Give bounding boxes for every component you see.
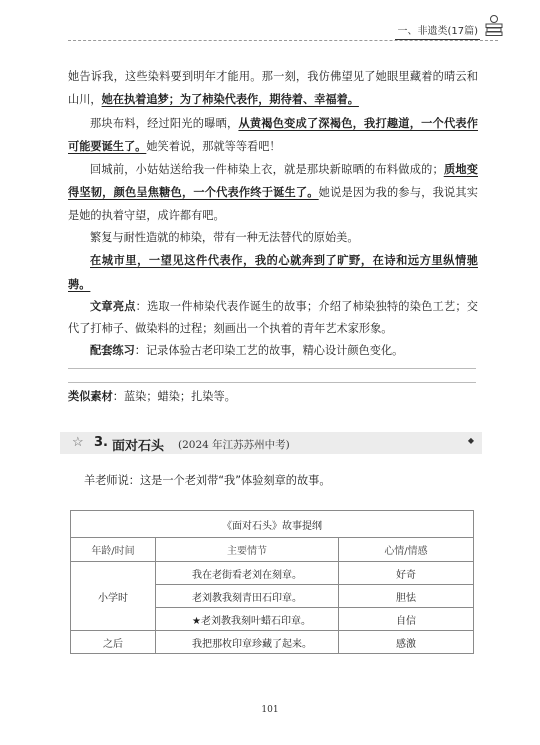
p2-tail: 她笑着说，那就等等看吧！ [146,139,281,153]
header-age: 年龄/时间 [71,538,156,562]
exercise-label: 配套练习 [90,344,135,357]
essay-paragraph-3 [68,158,478,227]
p2-text: 那块布料，经过阳光的曝晒， [90,116,239,130]
essay-paragraph-2 [68,112,478,159]
section-source: (2024 年江苏苏州中考) [178,439,290,451]
feeling-cell: 感激 [339,631,474,654]
bullet-dot-icon: ◆ [467,436,474,445]
feeling-cell: 自信 [339,608,474,631]
section-title-band [60,432,482,454]
p3-emphasis: 质地变得坚韧，颜色呈焦糖色，一个代表作终于诞生了。 [68,162,478,200]
story-outline-table [70,510,474,654]
feeling-cell: 好奇 [339,562,474,585]
group-label-primary: 小学时 [71,562,156,631]
essay-body [68,66,478,296]
highlights-text: ：选取一件柿染代表作诞生的故事；介绍了柿染独特的染色工艺；交代了打柿子、做染料的过程；刻画出一个执着的青年艺术家形象。 [68,300,478,335]
page-number: 101 [261,705,279,715]
p1-emphasis: 她在执着追梦；为了柿染代表作，期待着、幸福着。 [101,92,359,107]
essay-paragraph-1 [68,66,478,112]
table-caption: 《面对石头》故事提纲 [71,511,474,538]
p3-text: 回城前，小姑姑送给我一件柿染上衣，就是那块新晾晒的布料做成的； [90,163,444,177]
section-intro: 羊老师说：这是一个老刘带“我”体验刻章的故事。 [84,474,331,487]
highlights-label: 文章亮点 [90,300,136,313]
similar-materials [68,388,236,404]
header-plot: 主要情节 [156,538,339,562]
group-label-later: 之后 [71,631,156,654]
p2-emphasis: 从黄褐色变成了深褐色，我打趣道，一个代表作可能要诞生了。 [68,115,478,153]
header-divider [68,40,498,41]
highlights-paragraph [68,296,478,340]
exercise-paragraph [68,340,478,362]
exercise-text: ：记录体验古老印染工艺的故事，精心设计颜色变化。 [134,344,404,357]
star-outline-icon: ☆ [72,435,84,450]
plot-cell: ★老刘教我刻叶蜡石印章。 [156,608,339,631]
header-feeling: 心情/情感 [339,538,474,562]
plot-cell: 老刘教我刻青田石印章。 [156,585,339,608]
feeling-cell: 胆怯 [339,585,474,608]
section-number: 3. [94,435,108,450]
table-row [71,631,474,654]
essay-paragraph-4: 繁复与耐性造就的柿染，带有一种无法替代的原始美。 [90,231,359,245]
p1-text: 她告诉我，这些染料要到明年才能用。那一刻，我仿佛望见了她眼里藏着的晴云和山川， [68,70,478,107]
p3-tail: 她说是因为我的参与，我说其实是她的执着守望，成许都有吧。 [68,186,478,222]
analysis-block [68,296,478,362]
section-header-label: 一、非遗类(17篇) [395,22,480,40]
section-title: 面对石头 [112,439,165,454]
stacked-books-icon [484,14,504,36]
similar-text: ：蓝染；蜡染；扎染等。 [112,390,236,403]
similar-label: 类似素材 [68,390,113,403]
plot-cell: 我把那枚印章珍藏了起来。 [156,631,339,654]
plot-cell: 我在老街看老刘在刻章。 [156,562,339,585]
essay-paragraph-5 [68,249,478,296]
answer-line-1[interactable] [68,368,476,369]
table-row [71,562,474,585]
p5-emphasis: 在城市里，一望见这件代表作，我的心就奔到了旷野，在诗和远方里纵情驰骋。 [68,253,478,291]
answer-line-2[interactable] [68,382,476,383]
